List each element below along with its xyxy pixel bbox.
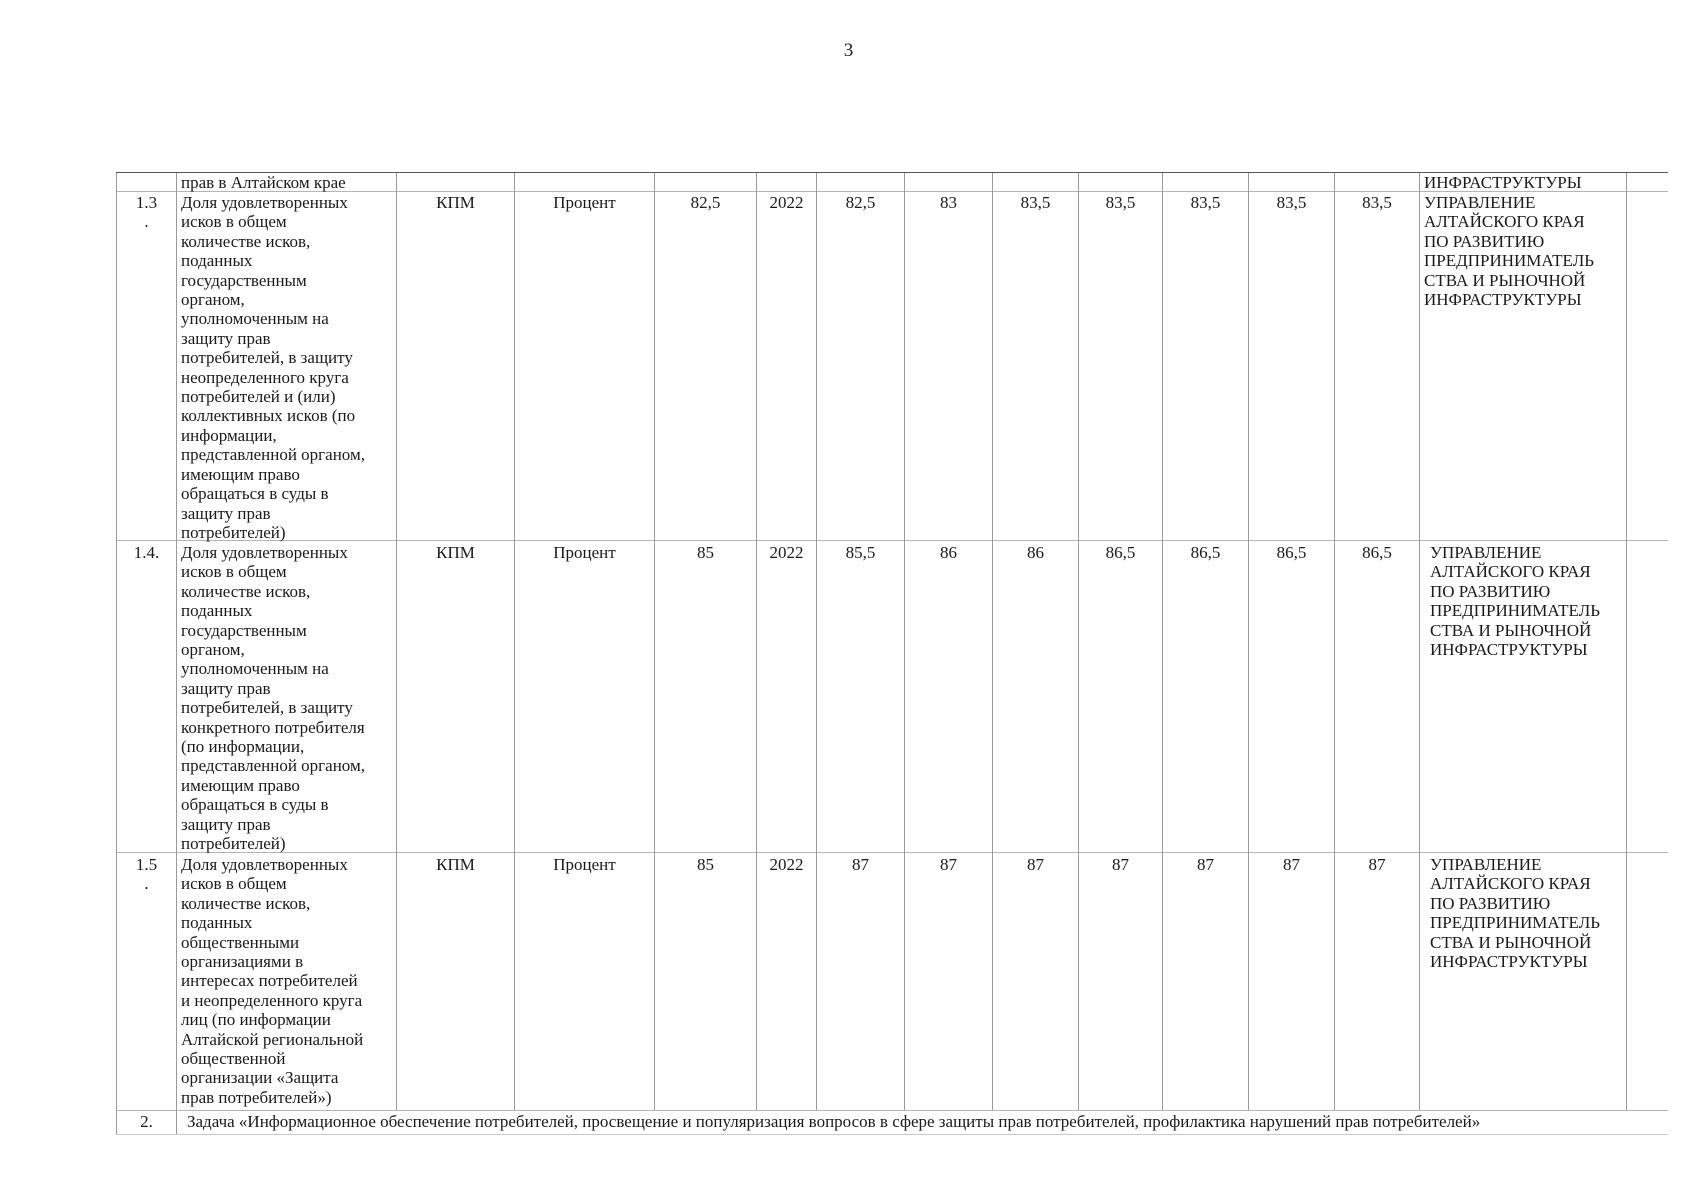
value-2028: 86,5 [1162, 540, 1248, 852]
value-2024: 87 [816, 852, 904, 1110]
value-cell [1334, 173, 1419, 191]
row-number: 1.3 . [116, 190, 176, 540]
value-2027: 83,5 [1078, 190, 1162, 540]
num-cell [116, 173, 176, 191]
value-2027: 86,5 [1078, 540, 1162, 852]
base-year: 2022 [756, 190, 816, 540]
value-2026: 86 [992, 540, 1078, 852]
base-year: 2022 [756, 852, 816, 1110]
table-row-continuation [116, 172, 1668, 192]
unit-cell [514, 173, 654, 191]
base-year-cell [756, 173, 816, 191]
responsible-cell: ИНФРАСТРУКТУРЫ [1419, 173, 1627, 191]
type-cell [396, 173, 514, 191]
base-value-cell [654, 173, 756, 191]
value-cell [992, 173, 1078, 191]
indicator-name: Доля удовлетворенных исков в общем количестве исков, поданных государственным органом, уполномоченным на защиту прав потребителей, в защиту неопределенного круга потребителей и (или) коллективных исков (по информации, представленной органом, имеющим право обращаться в суды в защиту прав потребителей) [176, 190, 396, 540]
value-2028: 83,5 [1162, 190, 1248, 540]
unit-of-measure: Процент [514, 190, 654, 540]
base-value: 82,5 [654, 190, 756, 540]
value-cell [1162, 173, 1248, 191]
value-2027: 87 [1078, 852, 1162, 1110]
task-row [116, 1110, 1668, 1135]
value-2030: 83,5 [1334, 190, 1419, 540]
base-value: 85 [654, 540, 756, 852]
value-2028: 87 [1162, 852, 1248, 1110]
unit-of-measure: Процент [514, 852, 654, 1110]
responsible-body: УПРАВЛЕНИЕ АЛТАЙСКОГО КРАЯ ПО РАЗВИТИЮ ПРЕДПРИНИМАТЕЛЬ СТВА И РЫНОЧНОЙ ИНФРАСТРУКТУРЫ [1419, 852, 1627, 1110]
value-2025: 86 [904, 540, 992, 852]
value-2030: 87 [1334, 852, 1419, 1110]
value-cell [816, 173, 904, 191]
indicator-type: КПМ [396, 852, 514, 1110]
value-2025: 87 [904, 852, 992, 1110]
indicator-name: Доля удовлетворенных исков в общем количестве исков, поданных общественными организациями в интересах потребителей и неопределенного круга лиц (по информации Алтайской региональной общественной организации «Защита прав потребителей») [176, 852, 396, 1110]
value-cell [904, 173, 992, 191]
value-cell [1078, 173, 1162, 191]
value-2029: 87 [1248, 852, 1334, 1110]
row-number: 1.5 . [116, 852, 176, 1110]
base-value: 85 [654, 852, 756, 1110]
base-year: 2022 [756, 540, 816, 852]
value-2024: 82,5 [816, 190, 904, 540]
table-row [116, 190, 1668, 541]
responsible-body: УПРАВЛЕНИЕ АЛТАЙСКОГО КРАЯ ПО РАЗВИТИЮ ПРЕДПРИНИМАТЕЛЬ СТВА И РЫНОЧНОЙ ИНФРАСТРУКТУРЫ [1419, 190, 1627, 540]
responsible-body: УПРАВЛЕНИЕ АЛТАЙСКОГО КРАЯ ПО РАЗВИТИЮ ПРЕДПРИНИМАТЕЛЬ СТВА И РЫНОЧНОЙ ИНФРАСТРУКТУРЫ [1419, 540, 1627, 852]
row-number: 1.4. [116, 540, 176, 852]
page-number: 3 [843, 40, 854, 61]
indicator-type: КПМ [396, 540, 514, 852]
value-2029: 83,5 [1248, 190, 1334, 540]
value-cell [1248, 173, 1334, 191]
indicator-type: КПМ [396, 190, 514, 540]
task-number: 2. [116, 1110, 176, 1134]
unit-of-measure: Процент [514, 540, 654, 852]
task-title: Задача «Информационное обеспечение потребителей, просвещение и популяризация вопросов в сфере защиты прав потребителей, профилактика нарушений прав потребителей» [176, 1110, 1668, 1134]
indicators-table [116, 172, 1668, 1176]
table-row [116, 540, 1668, 853]
value-2025: 83 [904, 190, 992, 540]
value-2026: 83,5 [992, 190, 1078, 540]
name-cell: прав в Алтайском крае [176, 173, 396, 191]
value-2030: 86,5 [1334, 540, 1419, 852]
table-row [116, 852, 1668, 1111]
value-2026: 87 [992, 852, 1078, 1110]
indicator-name: Доля удовлетворенных исков в общем количестве исков, поданных государственным органом, уполномоченным на защиту прав потребителей, в защиту конкретного потребителя (по информации, представленной органом, имеющим право обращаться в суды в защиту прав потребителей) [176, 540, 396, 852]
value-2024: 85,5 [816, 540, 904, 852]
value-2029: 86,5 [1248, 540, 1334, 852]
